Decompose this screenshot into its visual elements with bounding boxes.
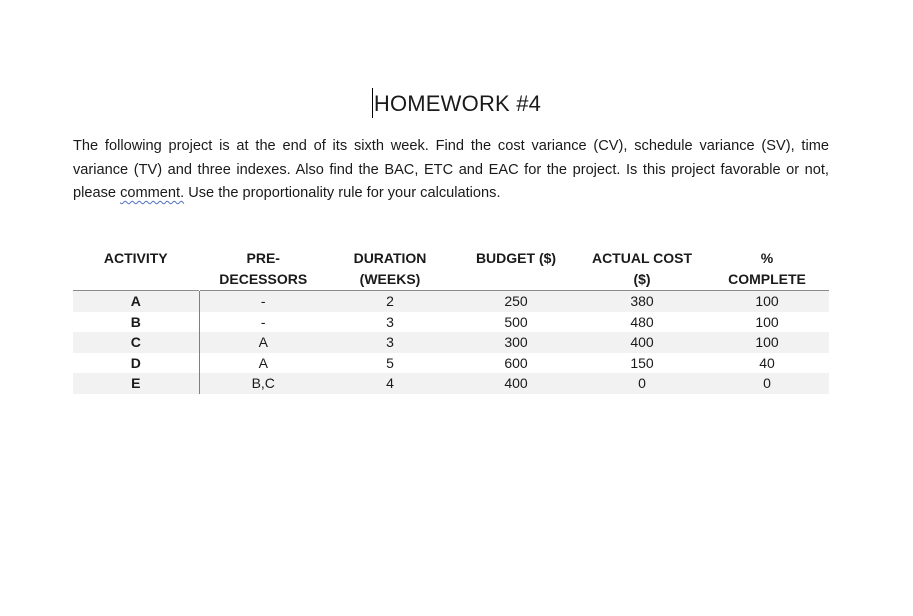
cell-predecessors[interactable]: A xyxy=(258,354,268,371)
cell-predecessors[interactable]: A xyxy=(199,332,327,353)
cell-duration[interactable]: 2 xyxy=(327,291,453,312)
header-line2: DECESSORS xyxy=(219,271,308,287)
header-budget xyxy=(453,248,579,291)
header-line1: BUDGET ($) xyxy=(475,250,557,266)
cell-actual-cost[interactable]: 380 xyxy=(579,291,705,312)
cell-predecessors[interactable]: B,C xyxy=(199,373,327,394)
cell-complete[interactable]: 0 xyxy=(705,373,829,394)
cell-budget[interactable]: 400 xyxy=(453,373,579,394)
text-cursor xyxy=(372,88,373,118)
header-line1: ACTIVITY xyxy=(103,250,168,266)
header-line1: PRE- xyxy=(246,250,280,266)
header-duration xyxy=(327,248,453,291)
cell-actual-cost[interactable]: 150 xyxy=(630,354,654,371)
paragraph-text-after: Use the proportionality rule for your calculations. xyxy=(184,185,501,201)
header-activity xyxy=(73,248,199,291)
header-line2: ($) xyxy=(633,271,651,287)
cell-duration[interactable]: 3 xyxy=(327,332,453,353)
table-row[interactable] xyxy=(73,353,829,374)
activity-table[interactable] xyxy=(73,248,829,394)
cell-budget[interactable]: 300 xyxy=(453,332,579,353)
cell-activity[interactable]: C xyxy=(73,332,199,353)
header-line2: (WEEKS) xyxy=(359,271,421,287)
cell-complete[interactable]: 100 xyxy=(705,291,829,312)
table-row[interactable] xyxy=(73,291,829,312)
problem-paragraph[interactable] xyxy=(73,135,829,206)
table-row[interactable] xyxy=(73,332,829,353)
table-row[interactable] xyxy=(73,312,829,333)
header-percent-complete xyxy=(705,248,829,291)
cell-complete[interactable]: 40 xyxy=(759,354,775,371)
cell-complete[interactable]: 100 xyxy=(755,313,779,330)
paragraph-text-before: The following project is at the end of its sixth week. Find the cost variance (CV), schedule variance (SV), time variance (TV) and three indexes. Also find the BAC, ETC and EAC for the project. Is this project favorable or not, please xyxy=(73,138,829,201)
cell-predecessors[interactable]: - xyxy=(199,291,327,312)
document-title[interactable] xyxy=(0,88,913,118)
header-line1: ACTUAL COST xyxy=(591,250,693,266)
cell-actual-cost[interactable]: 480 xyxy=(630,313,654,330)
cell-actual-cost[interactable]: 400 xyxy=(579,332,705,353)
header-line1: DURATION xyxy=(353,250,427,266)
cell-predecessors[interactable]: - xyxy=(260,313,266,330)
table-header-row xyxy=(73,248,829,291)
cell-activity[interactable]: A xyxy=(73,291,199,312)
cell-budget[interactable]: 500 xyxy=(504,313,528,330)
cell-budget[interactable]: 250 xyxy=(453,291,579,312)
header-line2: COMPLETE xyxy=(728,271,806,287)
header-actual-cost xyxy=(579,248,705,291)
cell-activity[interactable]: E xyxy=(73,373,199,394)
spelling-flagged-word[interactable]: comment. xyxy=(120,185,185,201)
cell-duration[interactable]: 5 xyxy=(386,354,394,371)
table-row[interactable] xyxy=(73,373,829,394)
cell-complete[interactable]: 100 xyxy=(705,332,829,353)
header-predecessors xyxy=(199,248,327,291)
title-text[interactable]: HOMEWORK #4 xyxy=(373,91,542,116)
cell-duration[interactable]: 3 xyxy=(386,313,394,330)
header-line1: % xyxy=(760,250,774,266)
cell-duration[interactable]: 4 xyxy=(327,373,453,394)
cell-actual-cost[interactable]: 0 xyxy=(579,373,705,394)
cell-budget[interactable]: 600 xyxy=(504,354,528,371)
cell-activity[interactable]: B xyxy=(73,312,199,333)
cell-activity[interactable]: D xyxy=(73,353,199,374)
